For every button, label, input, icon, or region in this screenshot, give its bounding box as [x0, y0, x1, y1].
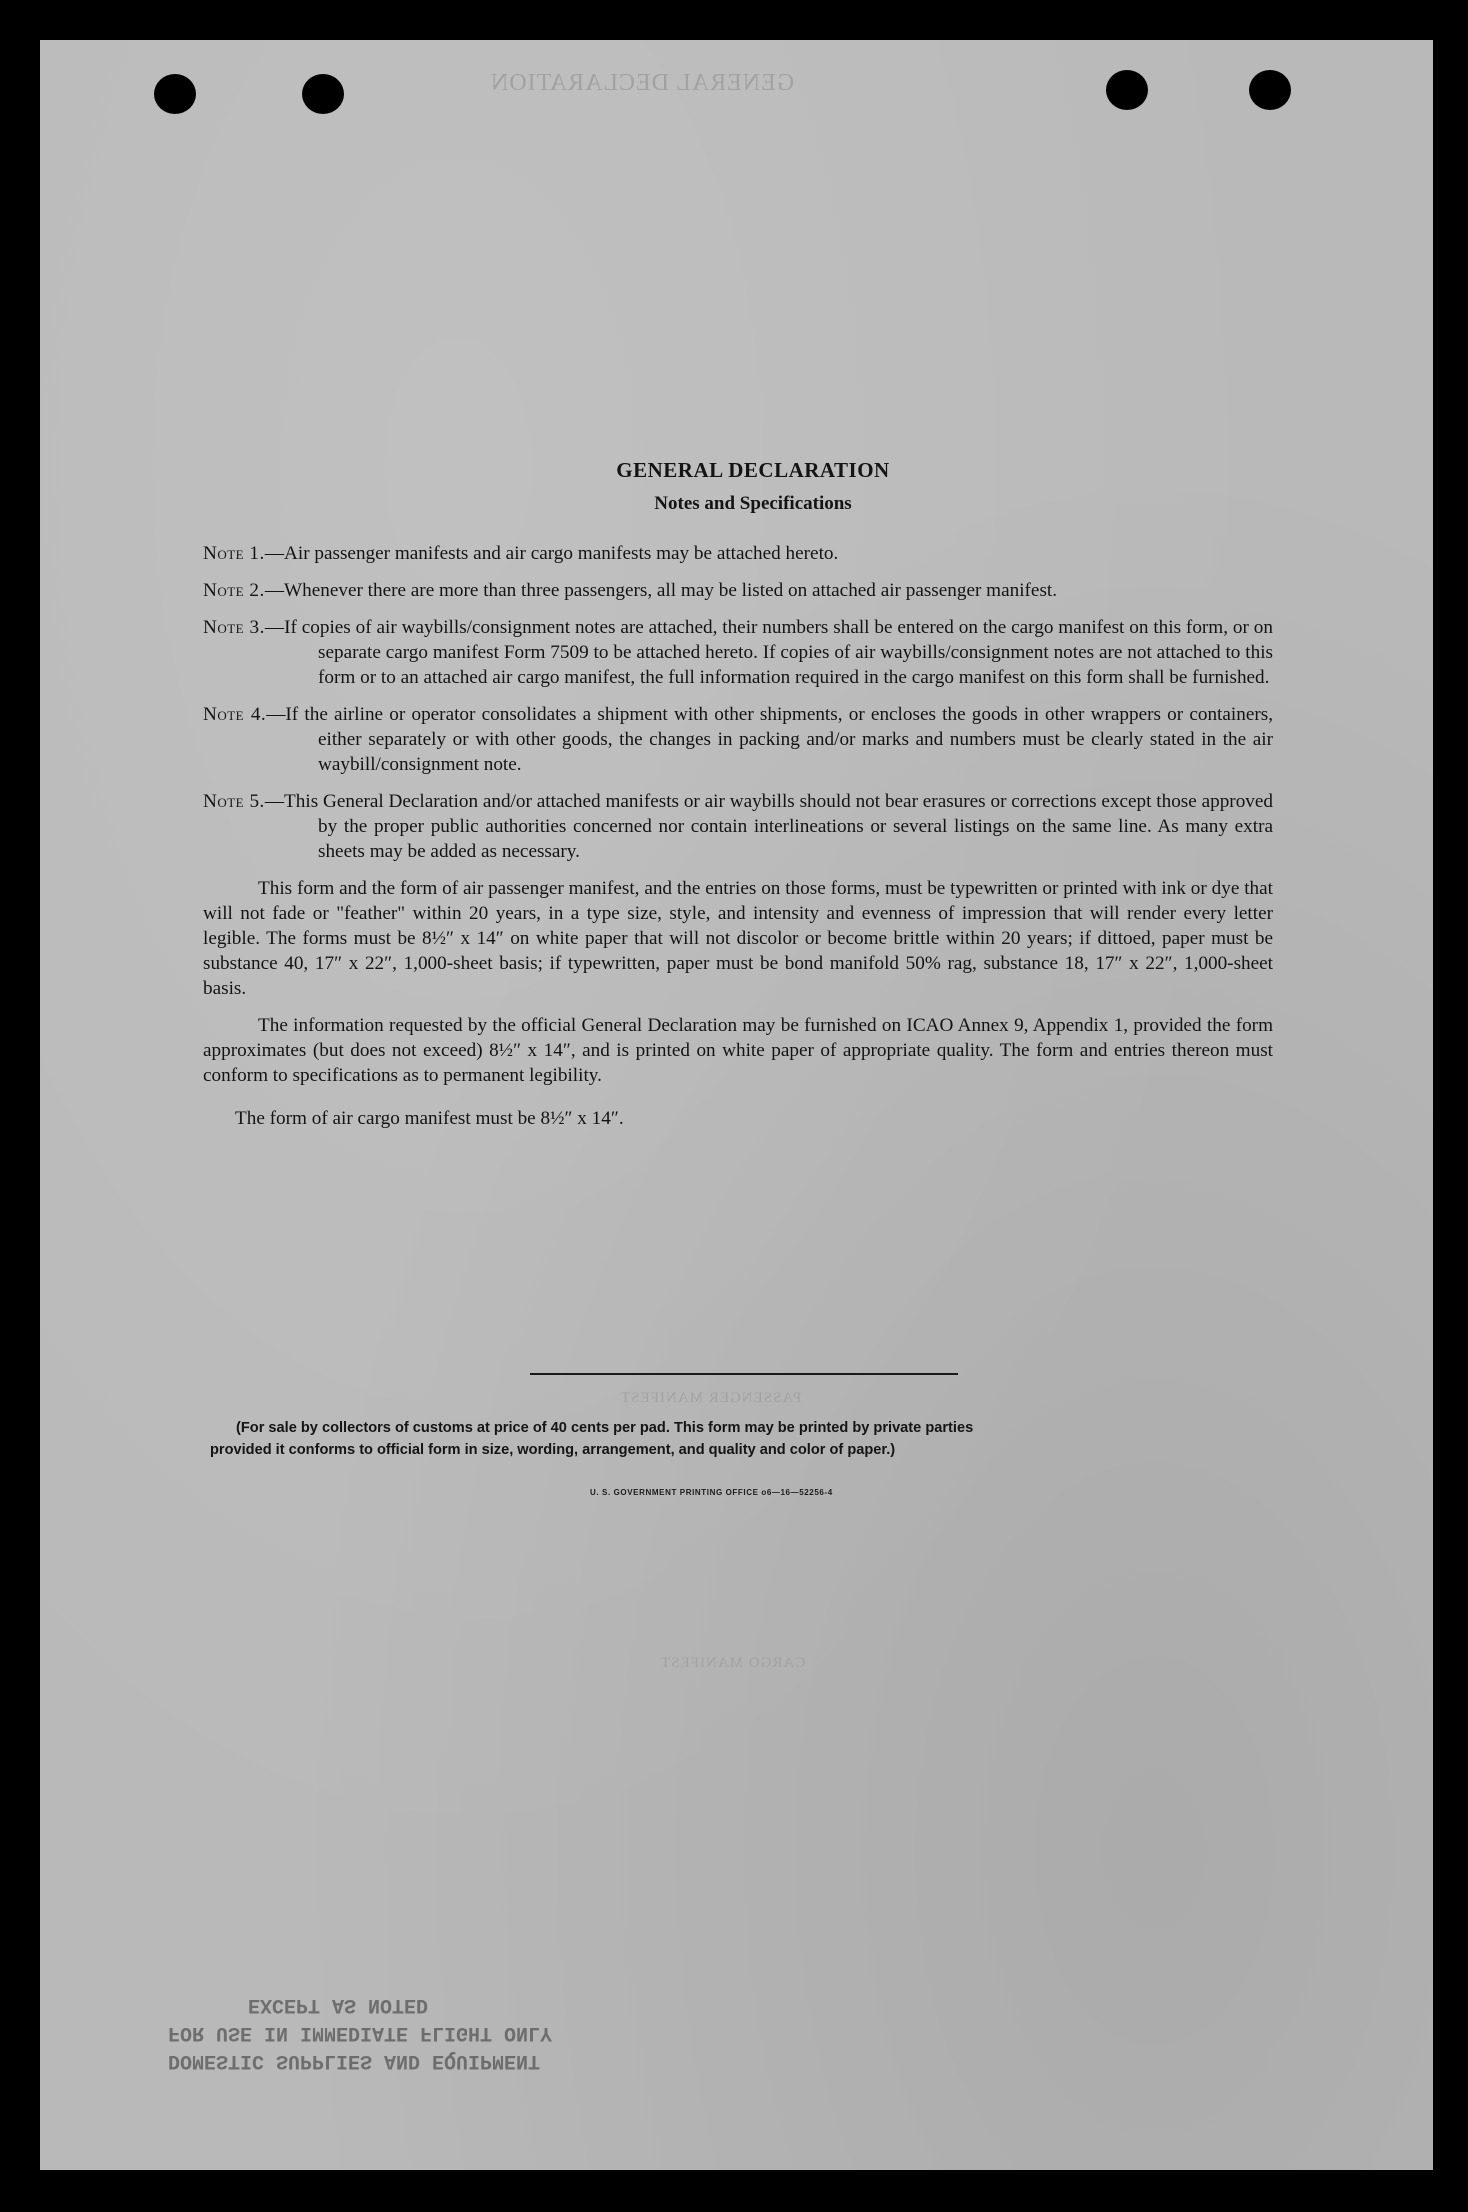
- punch-hole-4: [1249, 70, 1291, 110]
- stamp-line: DOMESTIC SUPPLIES AND EQUIPMENT: [168, 2049, 541, 2072]
- note-5: [203, 789, 1273, 864]
- note-text: —Air passenger manifests and air cargo manifests may be attached hereto.: [264, 543, 839, 564]
- note-label: Note 5.: [203, 791, 265, 812]
- stamp-line: FOR USE IN IMMEDIATE FLIGHT ONLY: [168, 2021, 553, 2044]
- paragraph-cargo-manifest-size: The form of air cargo manifest must be 8½″ x 14″.: [235, 1108, 624, 1129]
- divider-rule: [530, 1373, 958, 1375]
- sale-notice: [210, 1417, 1278, 1461]
- note-text: —This General Declaration and/or attached manifests or air waybills should not bear erasures or corrections except those approved by the proper public authorities concerned nor contain interlineations or several listings on the same line. As many extra sheets may be added as necessary.: [264, 791, 1273, 862]
- bleed-through-passenger-manifest: PASSENGER MANIFEST: [620, 1390, 802, 1406]
- note-4: [203, 702, 1273, 777]
- note-label: Note 3.: [203, 617, 265, 638]
- note-2: [203, 578, 1273, 603]
- note-text: —If copies of air waybills/consignment notes are attached, their numbers shall be entered on the cargo manifest on this form, or on separate cargo manifest Form 7509 to be attached hereto. If copies of air waybills/consignment notes are not attached to this form or to an attached air cargo manifest, the full information required in the cargo manifest on this form shall be furnished.: [264, 617, 1273, 688]
- bleed-through-title: GENERAL DECLARATION: [490, 70, 795, 96]
- note-1: [203, 541, 1273, 566]
- sale-notice-line: provided it conforms to official form in size, wording, arrangement, and quality and color of paper.): [210, 1442, 896, 1458]
- page-title: GENERAL DECLARATION: [616, 458, 890, 482]
- page-subtitle: Notes and Specifications: [654, 493, 852, 514]
- bleed-through-cargo-manifest: CARGO MANIFEST: [660, 1655, 806, 1671]
- notes-section: [203, 458, 1273, 1143]
- paragraph-form-specifications: This form and the form of air passenger manifest, and the entries on those forms, must be typewritten or printed with ink or dye that will not fade or "feather" within 20 years, in a type size, style, and intensity and evenness of impression that will render every letter legible. The forms must be 8½″ x 14″ on white paper that will not discolor or become brittle within 20 years; if dittoed, paper must be substance 40, 17″ x 22″, 1,000-sheet basis; if typewritten, paper must be bond manifold 50% rag, substance 18, 17″ x 22″, 1,000-sheet basis.: [203, 878, 1273, 999]
- punch-hole-2: [302, 74, 344, 114]
- note-3: [203, 615, 1273, 690]
- note-label: Note 4.: [203, 704, 267, 725]
- printer-imprint: U. S. GOVERNMENT PRINTING OFFICE o6—16—52256-4: [590, 1488, 833, 1497]
- note-label: Note 1.: [203, 543, 265, 564]
- notes-list: [203, 541, 1273, 864]
- mirrored-stamp: [168, 1990, 552, 2074]
- stamp-line: EXCEPT AS NOTED: [248, 1993, 429, 2016]
- paragraph-icao-annex: The information requested by the official General Declaration may be furnished on ICAO Annex 9, Appendix 1, provided the form approximates (but does not exceed) 8½″ x 14″, and is printed on white paper of appropriate quality. The form and entries thereon must conform to specifications as to permanent legibility.: [203, 1015, 1273, 1086]
- note-text: —If the airline or operator consolidates a shipment with other shipments, or encloses the goods in other wrappers or containers, either separately or with other goods, the changes in packing and/or marks and numbers must be clearly stated in the air waybill/consignment note.: [266, 704, 1273, 775]
- note-label: Note 2.: [203, 580, 265, 601]
- note-text: —Whenever there are more than three passengers, all may be listed on attached air passenger manifest.: [264, 580, 1058, 601]
- punch-hole-3: [1106, 70, 1148, 110]
- sale-notice-line: (For sale by collectors of customs at price of 40 cents per pad. This form may be printed by private parties: [236, 1420, 974, 1436]
- punch-hole-1: [154, 74, 196, 114]
